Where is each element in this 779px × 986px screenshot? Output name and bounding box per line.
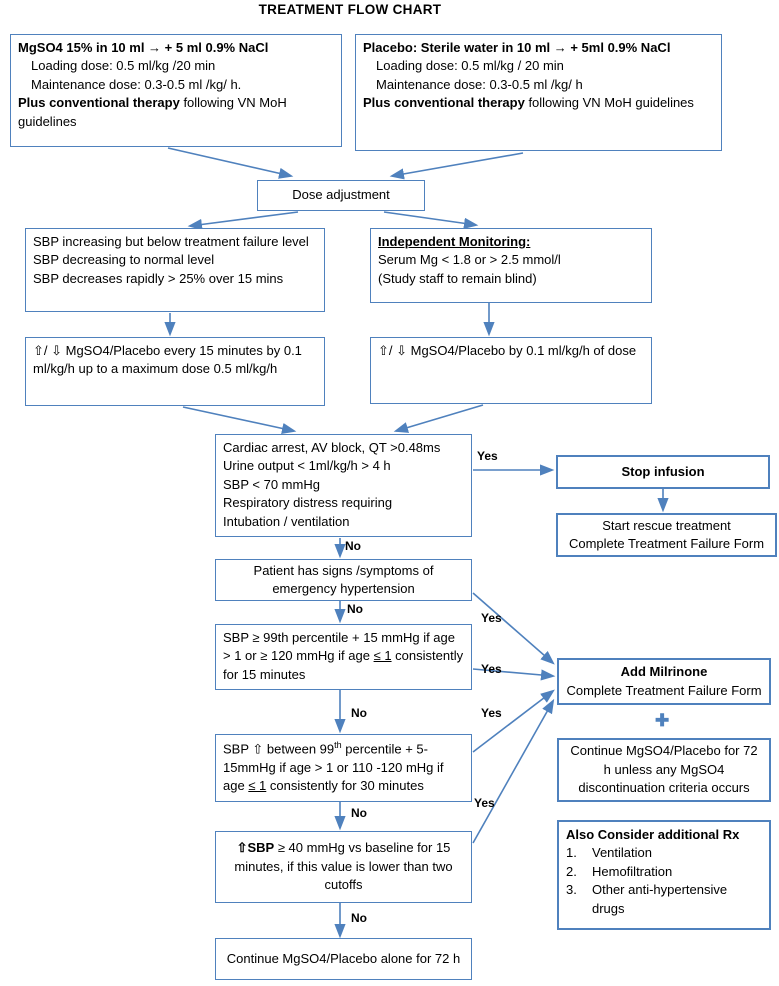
arrow-patient-to-milrinone	[473, 593, 553, 663]
mgso4-dose-line: MgSO4 15% in 10 ml → + 5 ml 0.9% NaCl	[18, 40, 269, 55]
edge-label-yes-stop: Yes	[477, 449, 498, 463]
box-continue-72h: Continue MgSO4/Placebo for 72 h unless any MgSO4 discontinuation criteria occurs	[557, 738, 771, 802]
edge-label-yes-patient: Yes	[481, 611, 502, 625]
box-mgso4-arm	[10, 34, 342, 147]
sbp-status-line3: SBP decreases rapidly > 25% over 15 mins	[33, 270, 284, 286]
criteria-urine-output: Urine output < 1ml/kg/h > 4 h	[223, 458, 391, 474]
box-stop-criteria	[215, 434, 472, 537]
arrow-adjustleft-to-cardiac	[183, 407, 294, 431]
box-placebo-arm	[355, 34, 722, 151]
milrinone-failure-form: Complete Treatment Failure Form	[566, 682, 762, 698]
monitoring-blind-note: (Study staff to remain blind)	[378, 270, 537, 286]
milrinone-title: Add Milrinone	[620, 664, 708, 680]
box-stop-infusion: Stop infusion	[556, 455, 770, 489]
box-dose-adjustment: Dose adjustment	[257, 180, 425, 211]
box-add-milrinone	[557, 658, 771, 705]
box-also-consider	[557, 820, 771, 930]
page-title: TREATMENT FLOW CHART	[258, 2, 442, 17]
arrow-sbp40-to-milrinone	[473, 701, 553, 843]
rx-item-hemofiltration: 2. Hemofiltration	[566, 863, 673, 879]
arrow-mgso4-to-dose	[168, 148, 291, 176]
sbp-status-line2: SBP decreasing to normal level	[33, 252, 215, 268]
plus-icon: ✚	[655, 711, 670, 730]
placebo-dose-line: Placebo: Sterile water in 10 ml → + 5ml 0.9% NaCl	[363, 40, 671, 55]
box-adjust-left: ⇧/ ⇩ MgSO4/Placebo every 15 minutes by 0.1 ml/kg/h up to a maximum dose 0.5 ml/kg/h	[25, 337, 325, 406]
rescue-line1: Start rescue treatment	[602, 517, 731, 533]
arrow-dose-to-sbpstatus	[190, 212, 298, 226]
edge-label-no-sbpbetween: No	[351, 806, 367, 820]
placebo-maintenance-dose: Maintenance dose: 0.3-0.5 ml /kg/ h	[376, 76, 583, 92]
also-consider-heading: Also Consider additional Rx	[566, 827, 740, 842]
arrow-placebo-to-dose	[392, 153, 523, 176]
rescue-line2: Complete Treatment Failure Form	[568, 536, 765, 551]
rx-item-antihypertensive: 3. Other anti-hypertensive drugs	[566, 882, 728, 916]
box-sbp99: SBP ≥ 99th percentile + 15 mmHg if age > 1 or ≥ 120 mmHg if age ≤ 1 consistently for 15 minutes	[215, 624, 472, 690]
edge-label-no-patient: No	[347, 602, 363, 616]
monitoring-heading: Independent Monitoring:	[378, 234, 531, 249]
monitoring-serum-mg: Serum Mg < 1.8 or > 2.5 mmol/l	[378, 252, 561, 268]
box-sbp-status	[25, 228, 325, 312]
criteria-respiratory-1: Respiratory distress requiring	[223, 495, 393, 511]
arrow-sbpbetween-to-milrinone	[473, 691, 553, 752]
placebo-loading-dose: Loading dose: 0.5 ml/kg / 20 min	[376, 58, 564, 74]
edge-label-yes-sbpbetween: Yes	[481, 706, 502, 720]
criteria-sbp: SBP < 70 mmHg	[223, 476, 320, 492]
edge-label-no-sbp40: No	[351, 911, 367, 925]
box-sbp40: ⇧SBP ≥ 40 mmHg vs baseline for 15 minutes, if this value is lower than two cutoffs	[215, 831, 472, 903]
mgso4-loading-dose: Loading dose: 0.5 ml/kg /20 min	[31, 58, 216, 74]
box-independent-monitoring	[370, 228, 652, 303]
rx-item-ventilation: 1. Ventilation	[566, 845, 652, 861]
edge-label-yes-sbp99: Yes	[481, 662, 502, 676]
edge-label-no-cardiac: No	[345, 539, 361, 553]
arrow-adjustright-to-cardiac	[396, 405, 483, 431]
criteria-respiratory-2: Intubation / ventilation	[223, 513, 350, 529]
sbp-status-line1: SBP increasing but below treatment failure level	[33, 234, 309, 249]
box-sbp-between: SBP ⇧ between 99th percentile + 5-15mmHg if age > 1 or 110 -120 mHg if age ≤ 1 consistently for 30 minutes	[215, 734, 472, 802]
criteria-cardiac-arrest: Cardiac arrest, AV block, QT >0.48ms	[223, 440, 441, 455]
box-start-rescue	[556, 513, 777, 557]
box-continue-alone: Continue MgSO4/Placebo alone for 72 h	[215, 938, 472, 980]
box-patient-signs: Patient has signs /symptoms of emergency hypertension	[215, 559, 472, 601]
mgso4-maintenance-dose: Maintenance dose: 0.3-0.5 ml /kg/ h.	[31, 76, 242, 92]
box-adjust-right: ⇧/ ⇩ MgSO4/Placebo by 0.1 ml/kg/h of dose	[370, 337, 652, 404]
mgso4-conventional-therapy: Plus conventional therapy following VN MoH guidelines	[18, 95, 287, 129]
edge-label-yes-sbp40: Yes	[474, 796, 495, 810]
edge-label-no-sbp99: No	[351, 706, 367, 720]
placebo-conventional-therapy: Plus conventional therapy following VN MoH guidelines	[363, 95, 694, 111]
arrow-dose-to-monitoring	[384, 212, 476, 225]
